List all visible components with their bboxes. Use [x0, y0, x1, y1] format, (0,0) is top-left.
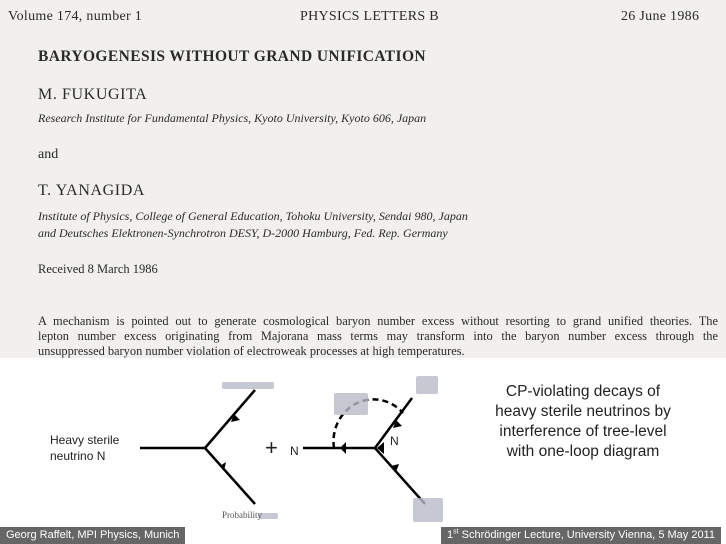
heavy-neutrino-label-line1: Heavy sterile	[50, 433, 120, 447]
heavy-neutrino-label	[50, 432, 119, 464]
footer-right	[441, 527, 721, 544]
journal-name: PHYSICS LETTERS B	[300, 9, 439, 24]
n-label-right: N	[390, 434, 399, 448]
probability-label: Probability	[222, 510, 262, 520]
affiliation-tohoku: Institute of Physics, College of General Education, Tohoku University, Sendai 980, Japan	[38, 209, 468, 223]
arrow-heads	[220, 414, 402, 472]
caption-line4: with one-loop diagram	[506, 443, 660, 460]
footer-superscript: st	[453, 528, 459, 536]
plus-sign: +	[265, 435, 278, 460]
loop-lower-line	[375, 448, 425, 504]
affiliation-kyoto: Research Institute for Fundamental Physics, Kyoto University, Kyoto 606, Japan	[38, 111, 427, 125]
footer-lecture-number: 1	[447, 529, 454, 541]
footer-lecture-title: Schrödinger Lecture, University Vienna, 5 May 2011	[458, 529, 715, 541]
abstract-line: lepton number excess originating from Majorana mass terms may transform into the baryon number excess through the	[38, 329, 718, 343]
caption-line2: heavy sterile neutrinos by	[495, 403, 671, 420]
tree-lower-line	[205, 448, 255, 504]
author-yanagida: T. YANAGIDA	[38, 182, 146, 199]
diagram-caption	[458, 382, 708, 462]
heavy-neutrino-label-line2: neutrino N	[50, 449, 106, 463]
affiliation-desy: and Deutsches Elektronen-Synchrotron DESY, D-2000 Hamburg, Fed. Rep. Germany	[38, 226, 448, 240]
paper-title: BARYOGENESIS WITHOUT GRAND UNIFICATION	[38, 48, 427, 65]
loop-arrow-left	[340, 442, 346, 454]
caption-line1: CP-violating decays of	[505, 383, 661, 400]
author-separator: and	[38, 147, 59, 162]
received-date: Received 8 March 1986	[38, 262, 158, 276]
volume-number: Volume 174, number 1	[8, 9, 143, 24]
tree-upper-line	[205, 390, 255, 448]
footer-left: Georg Raffelt, MPI Physics, Munich	[0, 527, 185, 544]
abstract-line: A mechanism is pointed out to generate cosmological baryon number excess without resorting to grand unified theories. The	[38, 314, 718, 328]
abstract-line: unsuppressed baryon number violation of electroweak processes at high temperatures.	[38, 344, 465, 358]
publication-date: 26 June 1986	[621, 9, 700, 24]
author-fukugita: M. FUKUGITA	[38, 86, 148, 103]
n-label-left: N	[290, 444, 299, 458]
caption-line3: interference of tree-level	[499, 423, 667, 440]
abstract	[38, 314, 718, 359]
